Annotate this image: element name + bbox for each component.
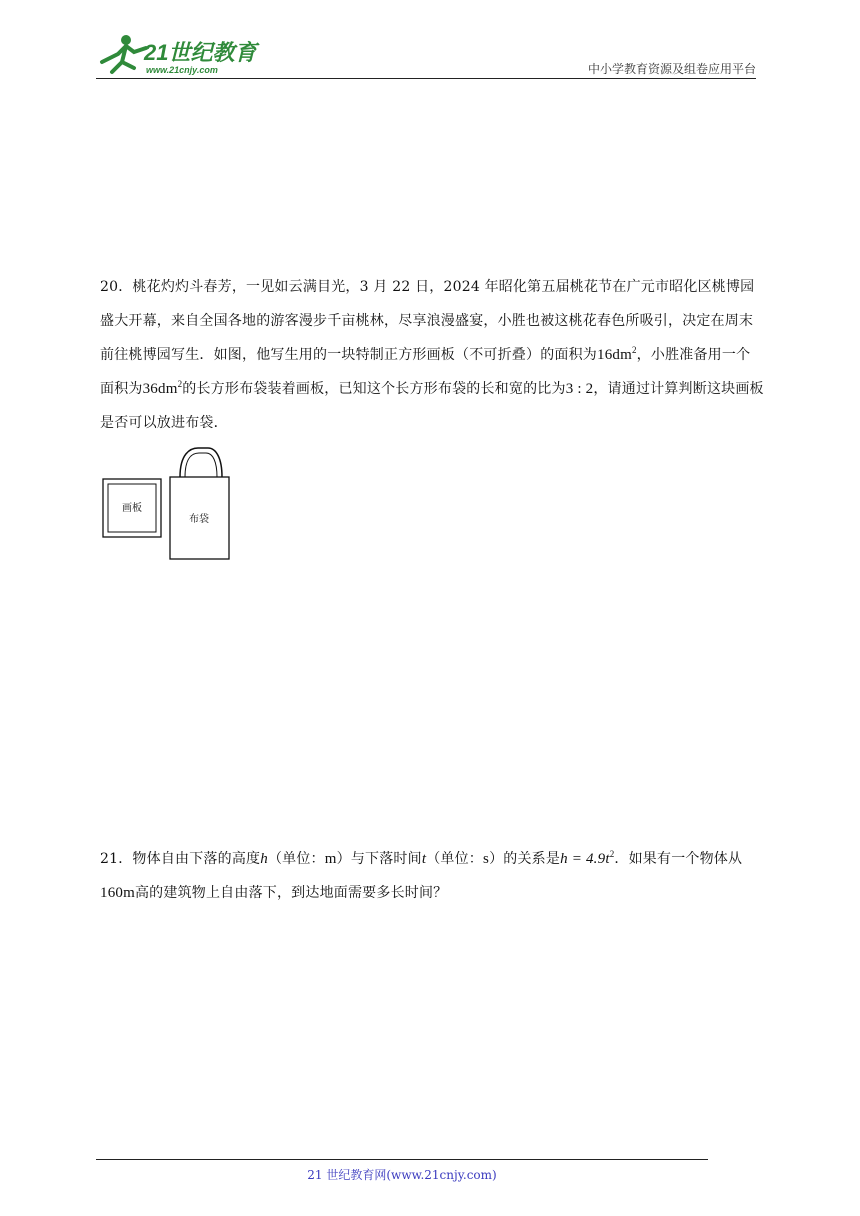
bag-area-value: $36dm^2$ [142, 379, 183, 397]
board-label: 画板 [122, 503, 142, 514]
var-h: h [260, 851, 268, 867]
question-number: 21． [100, 851, 133, 867]
footer-link[interactable]: 21 世纪教育网(www.21cnjy.com) [307, 1168, 497, 1182]
area-value: $16dm^2$ [597, 345, 637, 363]
site-logo [96, 32, 266, 78]
question-20: 20．桃花灼灼斗春芳，一见如云满目光，3 月 22 日，2024 年昭化第五届桃花节在广元市昭化区桃博园盛大开幕，来自全国各地的游客漫步千亩桃林，尽享浪漫盛宴，小胜也被这桃花春色所吸引，决定在周末前往桃博园写生．如图，他写生用的一块特制正方形画板（不可折叠）的面积为$16dm^2$，小胜准备用一个面积为$36dm^2$的长方形布袋装着画板，已知这个长方形布袋的长和宽的比为3 : 2，请通过计算判断这块画板是否可以放进布袋． [100, 279, 764, 431]
cloth-bag [170, 448, 229, 559]
height-value: 160m [100, 885, 135, 901]
unit-m: m [324, 851, 337, 867]
unit-s: s [483, 851, 490, 867]
logo-url: www.21cnjy.com [146, 65, 218, 75]
drawing-board [103, 479, 161, 537]
question-21: 21．物体自由下落的高度h（单位：m）与下落时间t（单位：s）的关系是$h = 4.9t^2$．如果有一个物体从160m高的建筑物上自由落下，到达地面需要多长时间？ [100, 849, 743, 901]
question-text: 桃花灼灼斗春芳，一见如云满目光，3 月 22 日，2024 年昭化第五届桃花节在广元市昭化区桃博园盛大开幕，来自全国各地的游客漫步千亩桃林，尽享浪漫盛宴，小胜也被这桃花春色所吸引，决定在周末前往桃博园写生．如图，他写生用的一块特制正方形画板（不可折叠）的面积为 [100, 279, 755, 363]
board-and-bag-figure [100, 444, 232, 564]
formula: $h = 4.9t^2$ [560, 849, 615, 867]
ratio-value: 3 : 2 [565, 381, 594, 397]
question-number: 20． [100, 279, 133, 295]
platform-title: 中小学教育资源及组卷应用平台 [587, 62, 756, 76]
logo-text: 21世纪教育 [144, 40, 257, 65]
footer-divider [96, 1159, 708, 1160]
runner-logo-icon [96, 32, 266, 78]
var-t: t [421, 851, 427, 867]
header-divider [96, 78, 756, 79]
bag-label: 布袋 [189, 514, 209, 525]
